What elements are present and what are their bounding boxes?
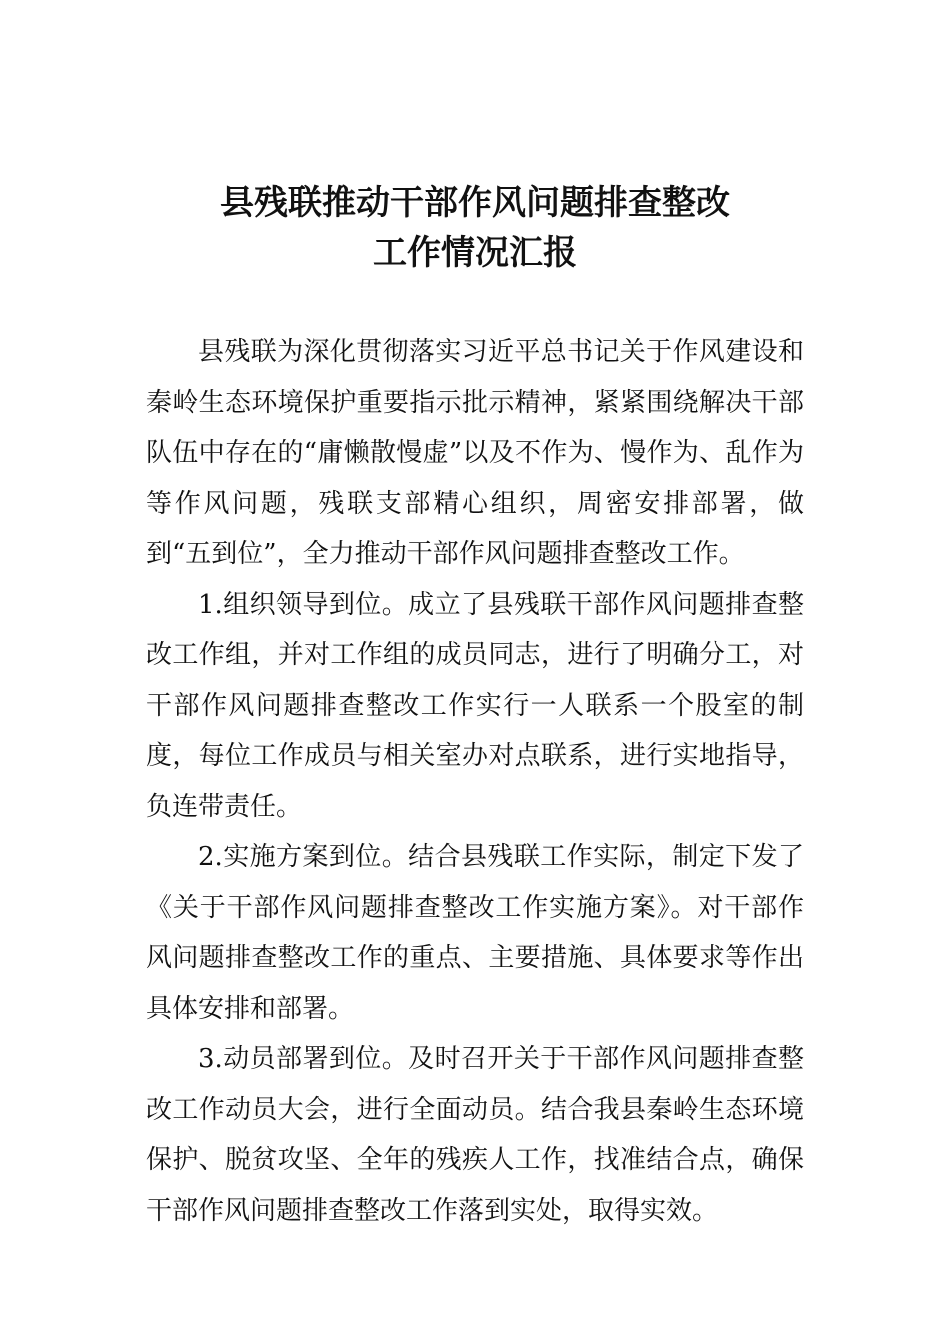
paragraph-plan: 2.实施方案到位。结合县残联工作实际，制定下发了《关于干部作风问题排查整改工作实施方案》。对干部作风问题排查整改工作的重点、主要措施、具体要求等作出具体安排和部署。: [146, 842, 804, 1024]
document-body: [146, 327, 804, 1236]
document-title: [0, 178, 950, 278]
paragraph-mobilization: 3.动员部署到位。及时召开关于干部作风问题排查整改工作动员大会，进行全面动员。结合我县秦岭生态环境保护、脱贫攻坚、全年的残疾人工作，找准结合点，确保干部作风问题排查整改工作落到实处，取得实效。: [146, 1044, 804, 1226]
paragraph-intro: 县残联为深化贯彻落实习近平总书记关于作风建设和秦岭生态环境保护重要指示批示精神，紧紧围绕解决干部队伍中存在的“庸懒散慢虚”以及不作为、慢作为、乱作为等作风问题，残联支部精心组织，周密安排部署，做到“五到位”，全力推动干部作风问题排查整改工作。: [146, 337, 804, 569]
title-line-2: 工作情况汇报: [373, 233, 577, 273]
paragraph-organization: 1.组织领导到位。成立了县残联干部作风问题排查整改工作组，并对工作组的成员同志，进行了明确分工，对干部作风问题排查整改工作实行一人联系一个股室的制度，每位工作成员与相关室办对点联系，进行实地指导，负连带责任。: [146, 589, 804, 822]
title-line-1: 县残联推动干部作风问题排查整改: [220, 183, 730, 223]
